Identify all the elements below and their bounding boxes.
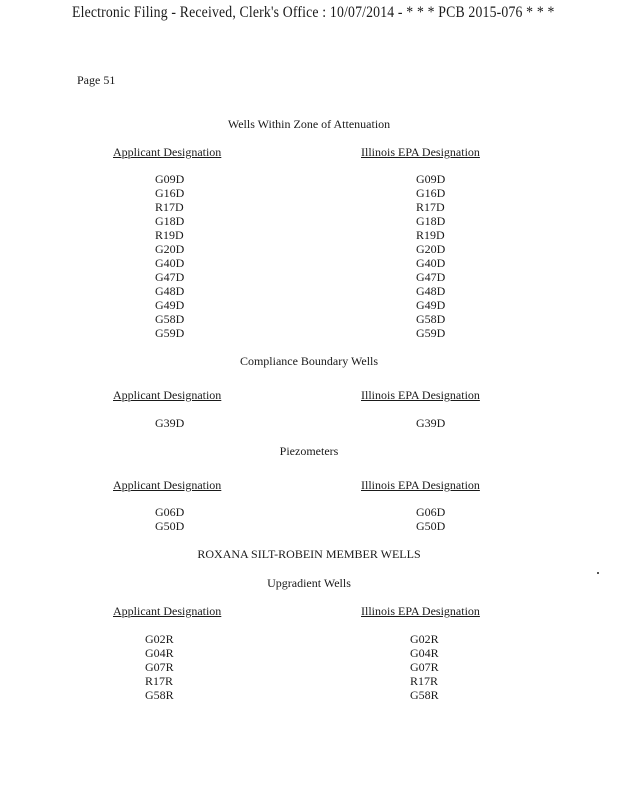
well-id: G49D (416, 298, 446, 312)
well-id: G47D (416, 270, 446, 284)
applicant-well-list (145, 632, 174, 702)
well-id: G16D (416, 186, 446, 200)
well-id: G16D (155, 186, 185, 200)
applicant-well-list (155, 416, 184, 430)
well-id: G20D (155, 242, 185, 256)
well-id: R19D (155, 228, 184, 242)
filing-header: Electronic Filing - Received, Clerk's Office : 10/07/2014 - * * * PCB 2015-076 * * * (72, 4, 555, 21)
well-id: G49D (155, 298, 185, 312)
applicant-well-list (155, 505, 184, 533)
applicant-designation-header: Applicant Designation (113, 145, 222, 159)
section-title-zone-of-attenuation: Wells Within Zone of Attenuation (227, 117, 391, 131)
well-id: G40D (416, 256, 446, 270)
well-id: R17R (410, 674, 439, 688)
well-id: G47D (155, 270, 185, 284)
well-id: G40D (155, 256, 185, 270)
roxana-heading: ROXANA SILT-ROBEIN MEMBER WELLS (197, 547, 421, 561)
well-id: G39D (416, 416, 446, 430)
applicant-designation-header: Applicant Designation (113, 604, 222, 618)
well-id: G18D (416, 214, 446, 228)
well-id: R17D (155, 200, 184, 214)
well-id: G04R (410, 646, 439, 660)
well-id: G07R (145, 660, 174, 674)
well-id: G58R (410, 688, 439, 702)
well-id: G50D (155, 519, 185, 533)
well-id: G09D (416, 172, 446, 186)
illinois-epa-designation-header: Illinois EPA Designation (361, 478, 480, 492)
well-id: G48D (416, 284, 446, 298)
well-id: R17D (416, 200, 445, 214)
epa-well-list (410, 632, 439, 702)
well-id: G09D (155, 172, 185, 186)
well-id: G18D (155, 214, 185, 228)
well-id: G58D (155, 312, 185, 326)
section-title-piezometers: Piezometers (279, 444, 339, 458)
well-id: G48D (155, 284, 185, 298)
section-title-compliance-boundary: Compliance Boundary Wells (239, 354, 379, 368)
well-id: R19D (416, 228, 445, 242)
scan-speck (597, 572, 599, 574)
well-id: G20D (416, 242, 446, 256)
epa-well-list (416, 505, 445, 533)
well-id: G58R (145, 688, 174, 702)
applicant-designation-header: Applicant Designation (113, 478, 222, 492)
well-id: G59D (155, 326, 185, 340)
applicant-well-list (155, 172, 184, 340)
illinois-epa-designation-header: Illinois EPA Designation (361, 145, 480, 159)
well-id: G59D (416, 326, 446, 340)
illinois-epa-designation-header: Illinois EPA Designation (361, 604, 480, 618)
epa-well-list (416, 416, 445, 430)
well-id: R17R (145, 674, 174, 688)
epa-well-list (416, 172, 445, 340)
well-id: G50D (416, 519, 446, 533)
well-id: G07R (410, 660, 439, 674)
illinois-epa-designation-header: Illinois EPA Designation (361, 388, 480, 402)
well-id: G58D (416, 312, 446, 326)
applicant-designation-header: Applicant Designation (113, 388, 222, 402)
well-id: G39D (155, 416, 185, 430)
well-id: G02R (410, 632, 439, 646)
well-id: G02R (145, 632, 174, 646)
page-number: Page 51 (77, 73, 116, 87)
section-title-upgradient: Upgradient Wells (267, 576, 351, 590)
well-id: G06D (155, 505, 185, 519)
well-id: G06D (416, 505, 446, 519)
well-id: G04R (145, 646, 174, 660)
